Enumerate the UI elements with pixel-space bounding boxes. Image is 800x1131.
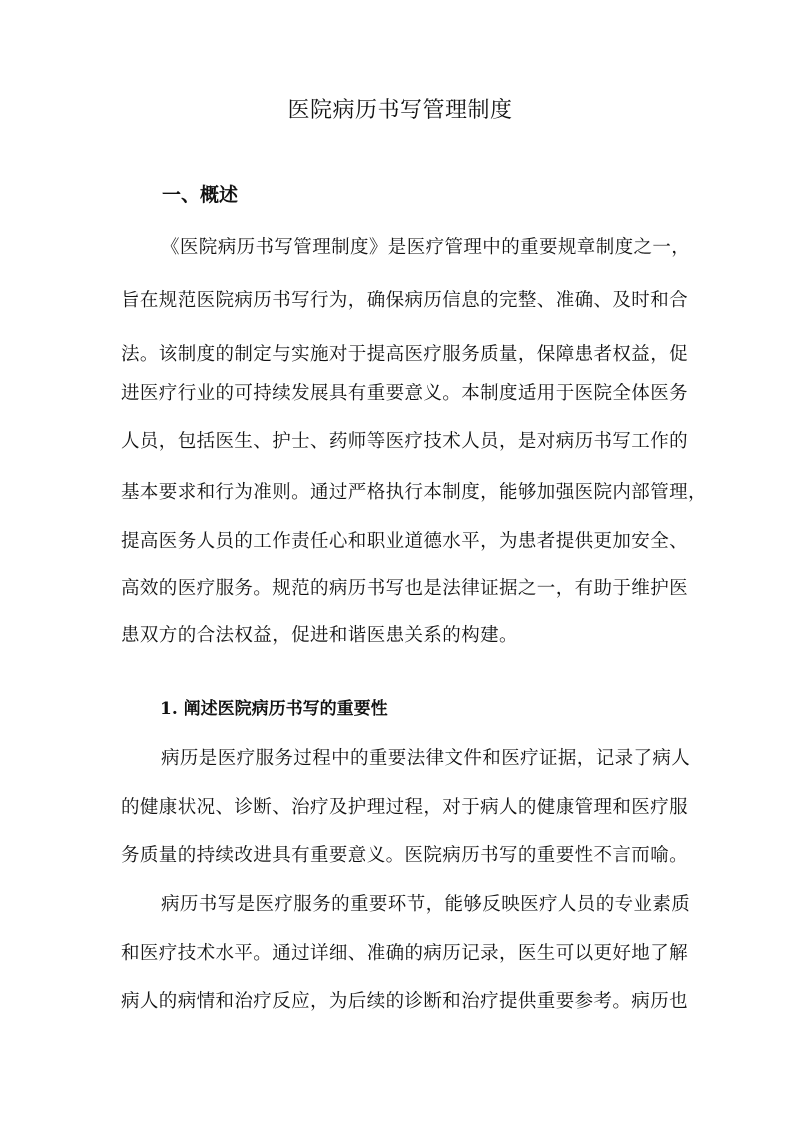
paragraph-line: 的健康状况、诊断、治疗及护理过程，对于病人的健康管理和医疗服	[121, 797, 689, 818]
paragraph-line: 病人的病情和治疗反应，为后续的诊断和治疗提供重要参考。病历也	[121, 991, 689, 1012]
paragraph-line: 高效的医疗服务。规范的病历书写也是法律证据之一，有助于维护医	[121, 578, 689, 599]
paragraph-line: 提高医务人员的工作责任心和职业道德水平，为患者提供更加安全、	[121, 531, 689, 552]
paragraph-line: 旨在规范医院病历书写行为，确保病历信息的完整、准确、及时和合	[121, 290, 689, 311]
subsection-heading-importance: 1. 阐述医院病历书写的重要性	[160, 699, 388, 719]
document-title: 医院病历书写管理制度	[287, 98, 513, 123]
paragraph-line: 和医疗技术水平。通过详细、准确的病历记录，医生可以更好地了解	[121, 943, 689, 964]
paragraph-line: 人员，包括医生、护士、药师等医疗技术人员，是对病历书写工作的	[121, 431, 689, 452]
section-heading-overview: 一、概述	[162, 184, 239, 206]
paragraph-line: 基本要求和行为准则。通过严格执行本制度，能够加强医院内部管理，	[121, 482, 707, 503]
paragraph-line: 务质量的持续改进具有重要意义。医院病历书写的重要性不言而喻。	[121, 845, 689, 866]
paragraph-line: 病历是医疗服务过程中的重要法律文件和医疗证据，记录了病人	[161, 748, 691, 769]
paragraph-line: 《医院病历书写管理制度》是医疗管理中的重要规章制度之一，	[161, 237, 691, 258]
paragraph-line: 法。该制度的制定与实施对于提高医疗服务质量，保障患者权益，促	[121, 344, 689, 365]
paragraph-line: 患双方的合法权益，促进和谐医患关系的构建。	[121, 625, 518, 646]
paragraph-line: 进医疗行业的可持续发展具有重要意义。本制度适用于医院全体医务	[121, 383, 689, 404]
paragraph-line: 病历书写是医疗服务的重要环节，能够反映医疗人员的专业素质	[161, 894, 691, 915]
